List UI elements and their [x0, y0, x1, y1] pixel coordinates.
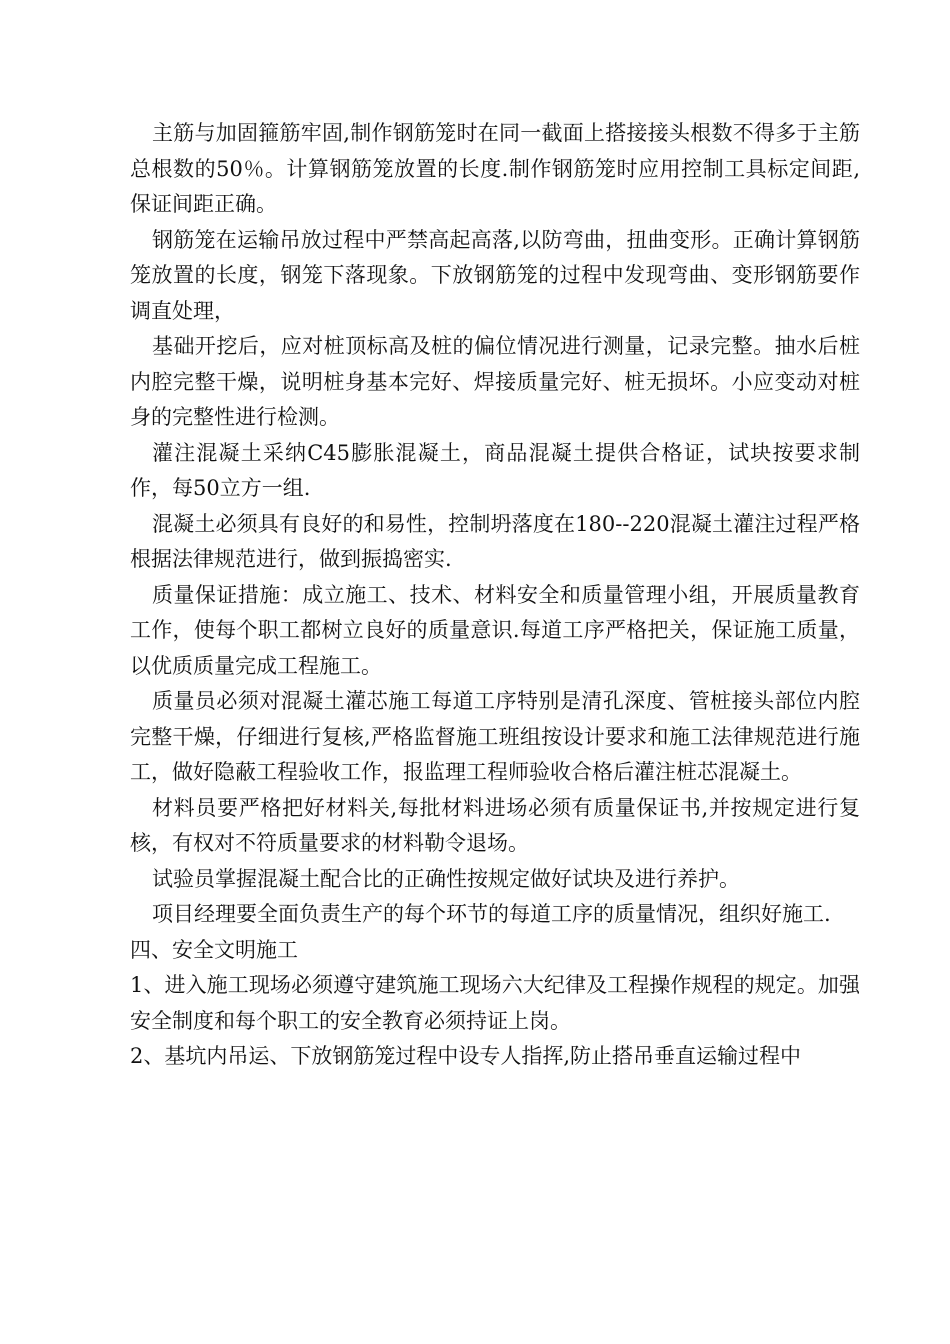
- paragraph-quality-measures: 质量保证措施：成立施工、技术、材料安全和质量管理小组，开展质量教育工作，使每个职工都树立良好的质量意识.每道工序严格把关，保证施工质量，以优质质量完成工程施工。: [130, 582, 860, 678]
- paragraph-project-manager: 项目经理要全面负责生产的每个环节的每道工序的质量情况，组织好施工.: [152, 902, 831, 926]
- paragraph-concrete-workability: 混凝土必须具有良好的和易性，控制坍落度在180--220混凝土灌注过程严格根据法律规范进行，做到振捣密实.: [130, 511, 860, 571]
- paragraph-test-officer: 试验员掌握混凝土配合比的正确性按规定做好试块及进行养护。: [152, 866, 740, 891]
- paragraph-material-officer: 材料员要严格把好材料关,每批材料进场必须有质量保证书,并按规定进行复核，有权对不符质量要求的材料勒令退场。: [130, 795, 860, 855]
- paragraph-excavation-survey: 基础开挖后，应对桩顶标高及桩的偏位情况进行测量，记录完整。抽水后桩内腔完整干燥，说明桩身基本完好、焊接质量完好、桩无损坏。小应变动对桩身的完整性进行检测。: [130, 334, 860, 429]
- section-heading-safety: 四、安全文明施工: [130, 937, 298, 962]
- paragraph-concrete-pouring: 灌注混凝土采纳C45膨胀混凝土，商品混凝土提供合格证，试块按要求制作，每50立方一组.: [130, 440, 860, 500]
- paragraph-cage-transport: 钢筋笼在运输吊放过程中严禁高起高落,以防弯曲，扭曲变形。正确计算钢筋笼放置的长度，钢笼下落现象。下放钢筋笼的过程中发现弯曲、变形钢筋要作调直处理，: [130, 227, 860, 323]
- paragraph-rebar-splicing: 主筋与加固箍筋牢固,制作钢筋笼时在同一截面上搭接接头根数不得多于主筋总根数的50％。计算钢筋笼放置的长度.制作钢筋笼时应用控制工具标定间距,保证间距正确。: [130, 121, 860, 216]
- list-item-safety-2: 2、基坑内吊运、下放钢筋笼过程中设专人指挥,防止搭吊垂直运输过程中: [130, 1044, 802, 1068]
- list-item-safety-1: 1、进入施工现场必须遵守建筑施工现场六大纪律及工程操作规程的规定。加强安全制度和每个职工的安全教育必须持证上岗。: [130, 973, 860, 1033]
- document-body: [130, 116, 860, 1075]
- paragraph-quality-inspector: 质量员必须对混凝土灌芯施工每道工序特别是清孔深度、管桩接头部位内腔完整干燥，仔细进行复核,严格监督施工班组按设计要求和施工法律规范进行施工，做好隐蔽工程验收工作，报监理工程师验收合格后灌注桩芯混凝土。: [130, 689, 860, 784]
